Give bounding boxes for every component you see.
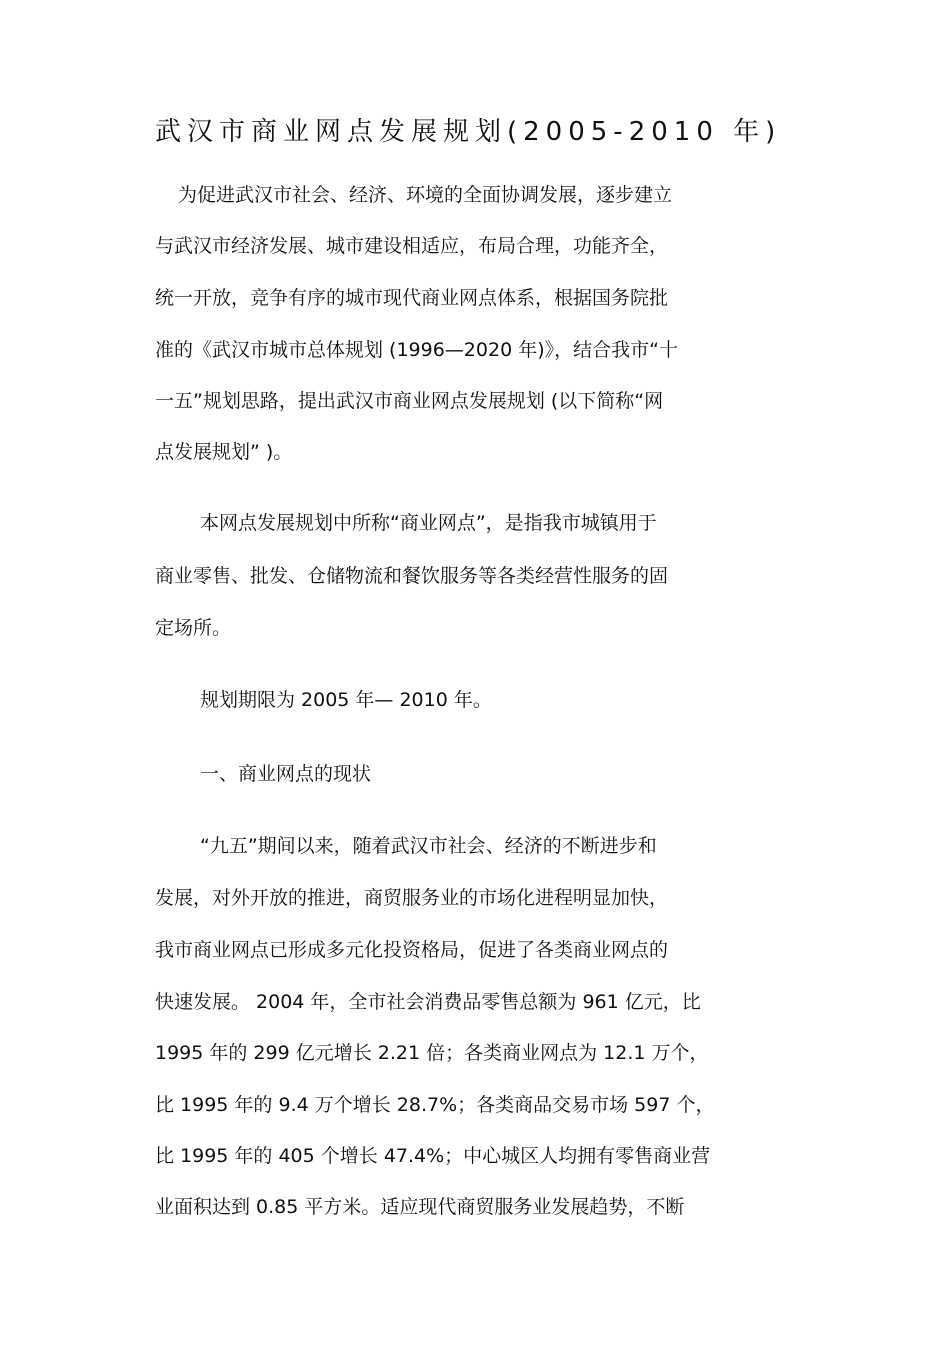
paragraph-2-line-2: 商业零售、批发、仓储物流和餐饮服务等各类经营性服务的固	[155, 565, 669, 587]
paragraph-4-line-2: 发展，对外开放的推进，商贸服务业的市场化进程明显加快，	[155, 887, 669, 909]
paragraph-2-line-1: 本网点发展规划中所称“商业网点”，是指我市城镇用于	[200, 512, 657, 534]
paragraph-1-line-1: 为促进武汉市社会、经济、环境的全面协调发展，逐步建立	[178, 184, 673, 206]
paragraph-1-line-5: 一五”规划思路，提出武汉市商业网点发展规划 (以下简称“网	[155, 390, 664, 412]
planning-period-line: 规划期限为 2005 年— 2010 年。	[200, 689, 492, 711]
paragraph-1-line-2: 与武汉市经济发展、城市建设相适应，布局合理，功能齐全，	[155, 235, 669, 257]
paragraph-4-line-5: 1995 年的 299 亿元增长 2.21 倍；各类商业网点为 12.1 万个，	[155, 1042, 709, 1064]
paragraph-1-line-6: 点发展规划” )。	[155, 441, 293, 463]
section-heading: 一、商业网点的现状	[200, 763, 372, 785]
paragraph-4-line-8: 业面积达到 0.85 平方米。适应现代商贸服务业发展趋势，不断	[155, 1196, 685, 1218]
paragraph-4-line-7: 比 1995 年的 405 个增长 47.4%；中心城区人均拥有零售商业营	[155, 1145, 711, 1167]
document-title: 武汉市商业网点发展规划(2005-2010 年)	[155, 117, 782, 147]
paragraph-1-line-3: 统一开放，竞争有序的城市现代商业网点体系，根据国务院批	[155, 287, 669, 309]
paragraph-4-line-3: 我市商业网点已形成多元化投资格局，促进了各类商业网点的	[155, 939, 669, 961]
paragraph-4-line-6: 比 1995 年的 9.4 万个增长 28.7%；各类商品交易市场 597 个，	[155, 1094, 715, 1116]
paragraph-4-line-4: 快速发展。 2004 年，全市社会消费品零售总额为 961 亿元，比	[155, 991, 701, 1013]
paragraph-4-line-1: “九五”期间以来，随着武汉市社会、经济的不断进步和	[200, 835, 657, 857]
paragraph-2-line-3: 定场所。	[155, 617, 232, 639]
paragraph-1-line-4: 准的《武汉市城市总体规划 (1996—2020 年)》，结合我市“十	[155, 339, 678, 361]
